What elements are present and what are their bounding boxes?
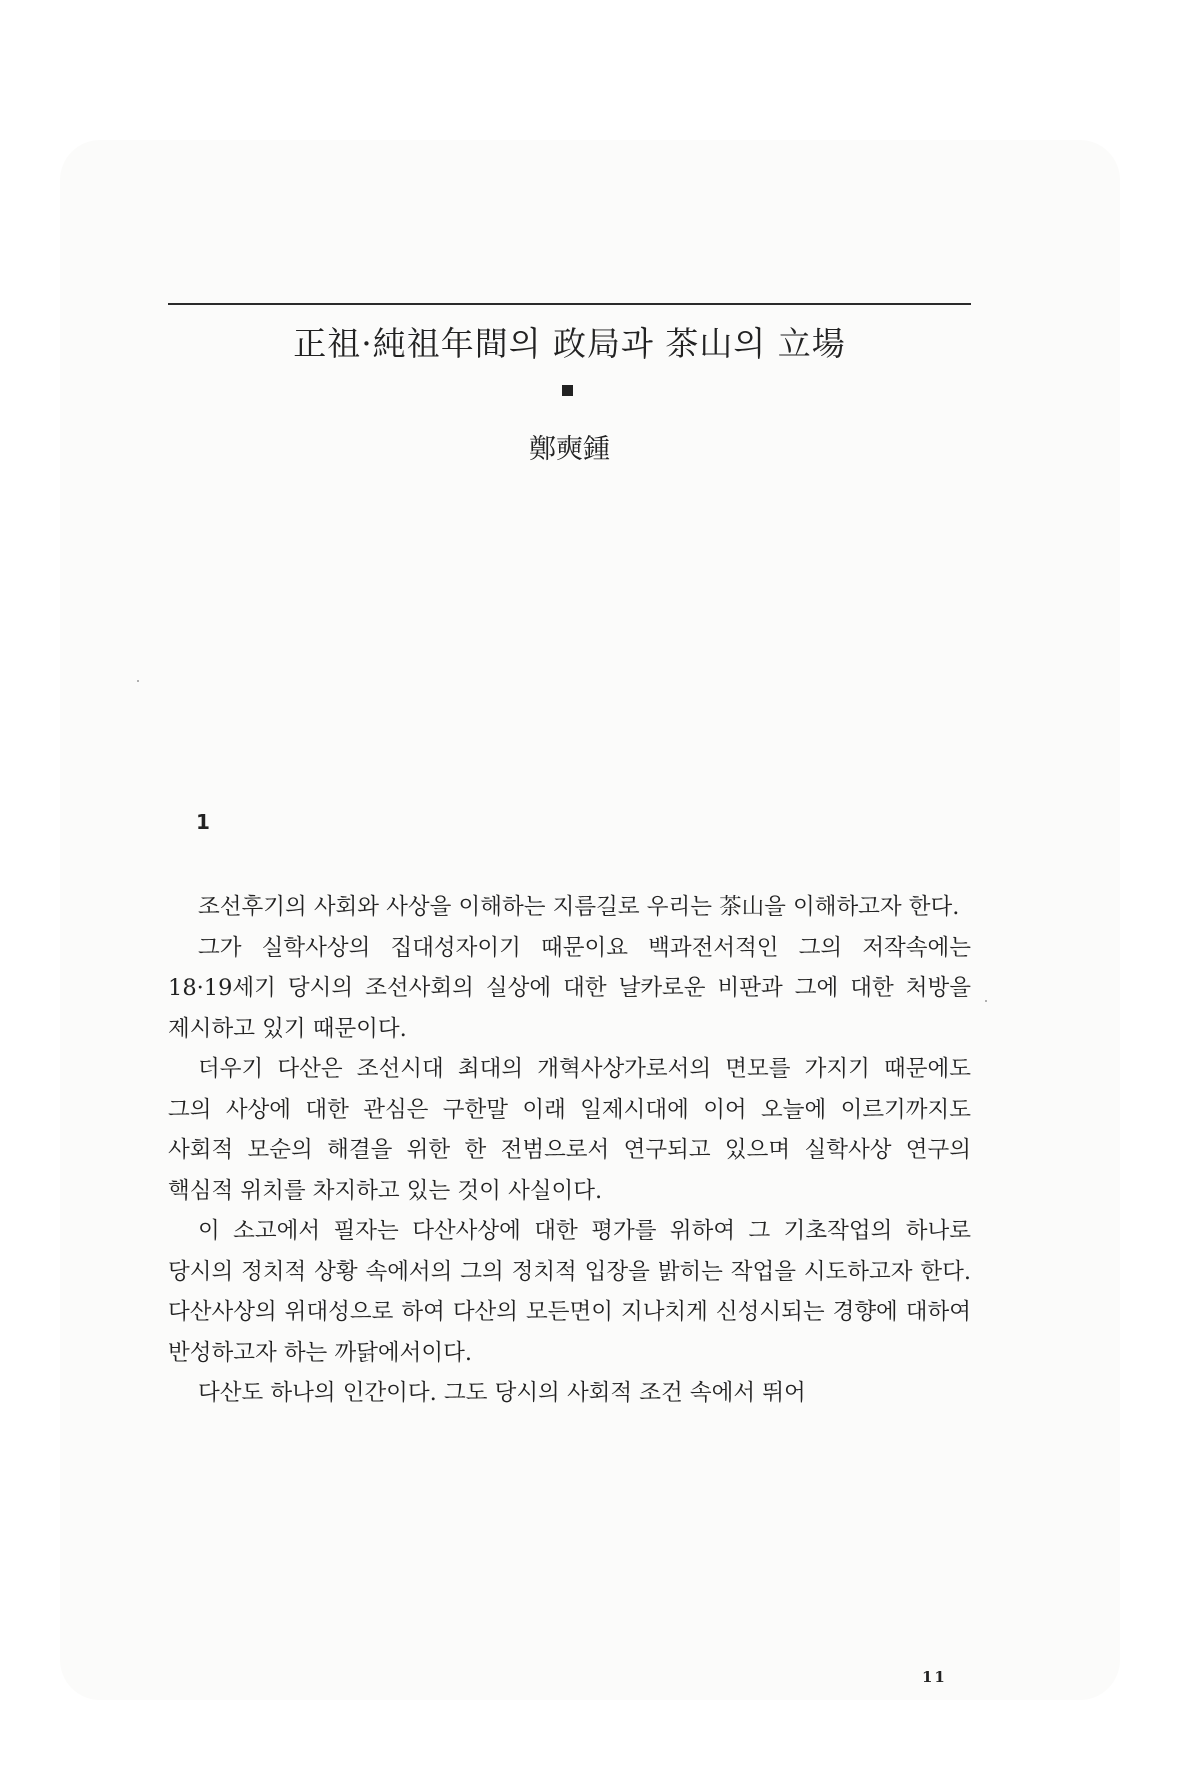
paragraph: 이 소고에서 필자는 다산사상에 대한 평가를 위하여 그 기초작업의 하나로 당시의 정치적 상황 속에서의 그의 정치적 입장을 밝히는 작업을 시도하고자 한다. 다산사상의 위대성으로 하여 다산의 모든면이 지나치게 신성시되는 경향에 대하여 반성하고자 하는 까닭에서이다. <box>168 1218 971 1366</box>
paragraph: 그가 실학사상의 집대성자이기 때문이요 백과전서적인 그의 저작속에는 18·19세기 당시의 조선사회의 실상에 대한 날카로운 비판과 그에 대한 처방을 제시하고 있기 때문이다. <box>168 934 971 1042</box>
paragraph: 더우기 다산은 조선시대 최대의 개혁사상가로서의 면모를 가지기 때문에도 그의 사상에 대한 관심은 구한말 이래 일제시대에 이어 오늘에 이르기까지도 사회적 모순의 해결을 위한 한 전범으로서 연구되고 있으며 실학사상 연구의 핵심적 위치를 차지하고 있는 것이 사실이다. <box>168 1056 971 1204</box>
page-number: 11 <box>922 1668 947 1686</box>
author-name: 鄭奭鍾 <box>529 434 610 465</box>
paragraph: 조선후기의 사회와 사상을 이해하는 지름길로 우리는 茶山을 이해하고자 한다. <box>198 894 960 920</box>
article-title: 正祖·純祖年間의 政局과 茶山의 立場 <box>293 324 846 363</box>
section-number: 1 <box>196 810 210 834</box>
body-text <box>168 887 971 1414</box>
paragraph: 다산도 하나의 인간이다. 그도 당시의 사회적 조건 속에서 뛰어 <box>198 1380 806 1406</box>
scan-speck <box>985 1000 987 1002</box>
scan-speck <box>137 680 139 682</box>
square-ornament-icon <box>562 385 573 396</box>
title-rule <box>168 303 971 305</box>
